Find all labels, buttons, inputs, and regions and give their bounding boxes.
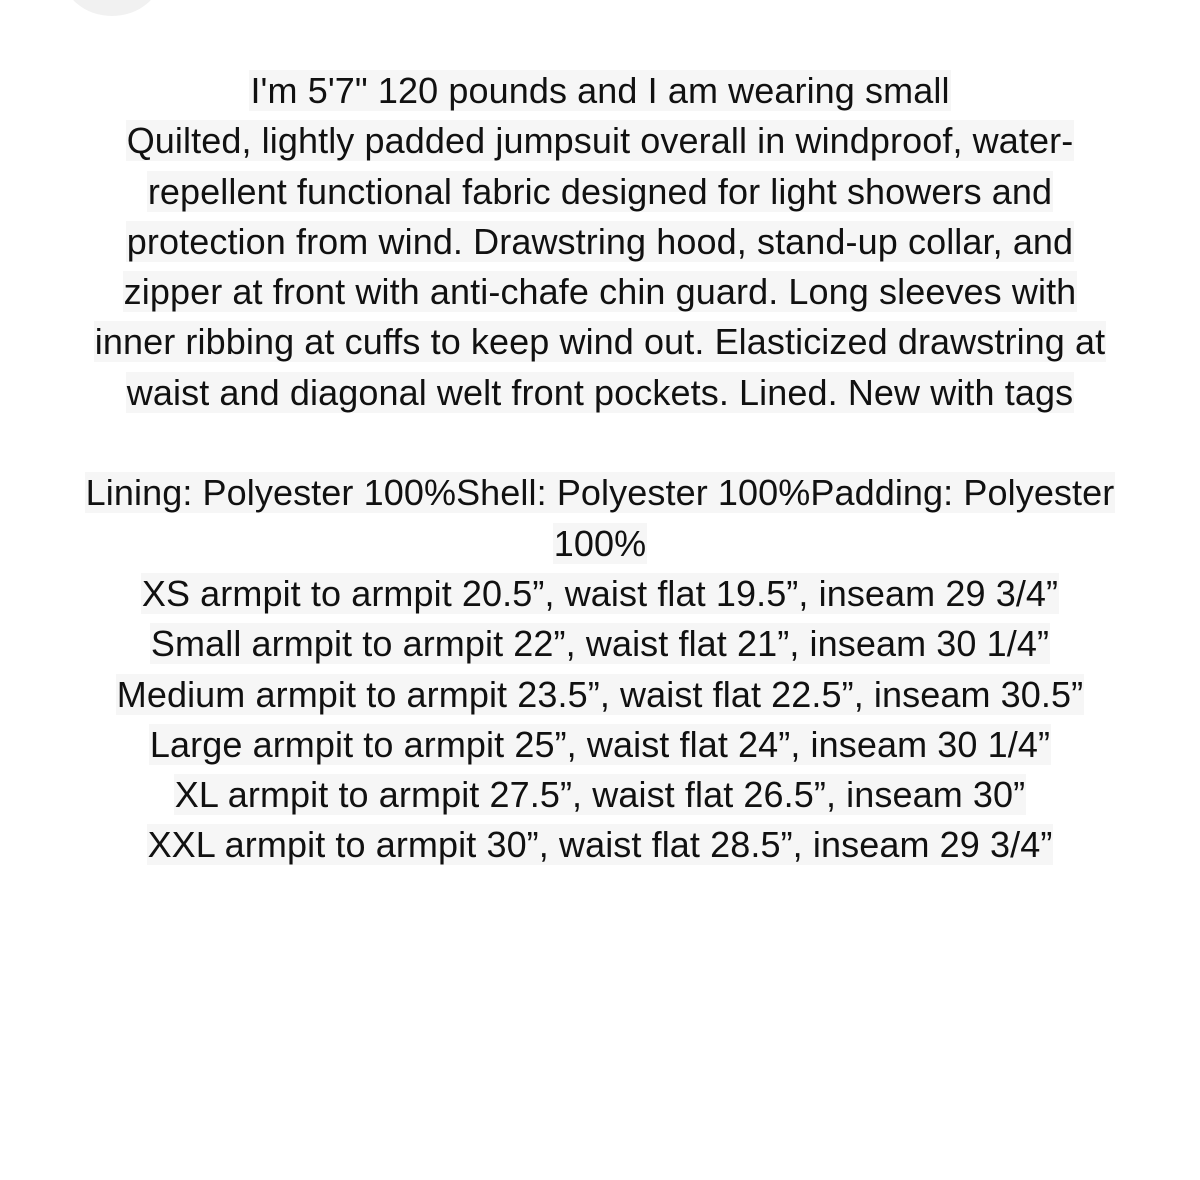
size-line-xl: XL armpit to armpit 27.5”, waist flat 26.5”, inseam 30” — [174, 774, 1026, 816]
size-line-small: Small armpit to armpit 22”, waist flat 21”, inseam 30 1/4” — [150, 623, 1050, 665]
description-line: Quilted, lightly padded jumpsuit overall in windproof, water- — [126, 120, 1074, 162]
paragraph-spacer — [0, 418, 1200, 468]
avatar — [62, 0, 162, 16]
size-line-large: Large armpit to armpit 25”, waist flat 24”, inseam 30 1/4” — [149, 723, 1051, 765]
materials-line: 100% — [553, 522, 647, 564]
size-line-xs: XS armpit to armpit 20.5”, waist flat 19.5”, inseam 29 3/4” — [141, 572, 1059, 614]
description-line: zipper at front with anti-chafe chin guard. Long sleeves with — [123, 271, 1077, 313]
description-line: protection from wind. Drawstring hood, stand-up collar, and — [126, 220, 1074, 262]
size-line-xxl: XXL armpit to armpit 30”, waist flat 28.5”, inseam 29 3/4” — [147, 824, 1053, 866]
size-line-medium: Medium armpit to armpit 23.5”, waist flat 22.5”, inseam 30.5” — [116, 673, 1084, 715]
description-line: repellent functional fabric designed for light showers and — [147, 170, 1053, 212]
description-line: waist and diagonal welt front pockets. Lined. New with tags — [126, 371, 1074, 413]
description-line: inner ribbing at cuffs to keep wind out. Elasticized drawstring at — [94, 321, 1106, 363]
listing-description — [0, 66, 1200, 871]
description-line: I'm 5'7" 120 pounds and I am wearing small — [250, 70, 950, 111]
materials-line: Lining: Polyester 100%Shell: Polyester 100%Padding: Polyester — [85, 472, 1115, 514]
